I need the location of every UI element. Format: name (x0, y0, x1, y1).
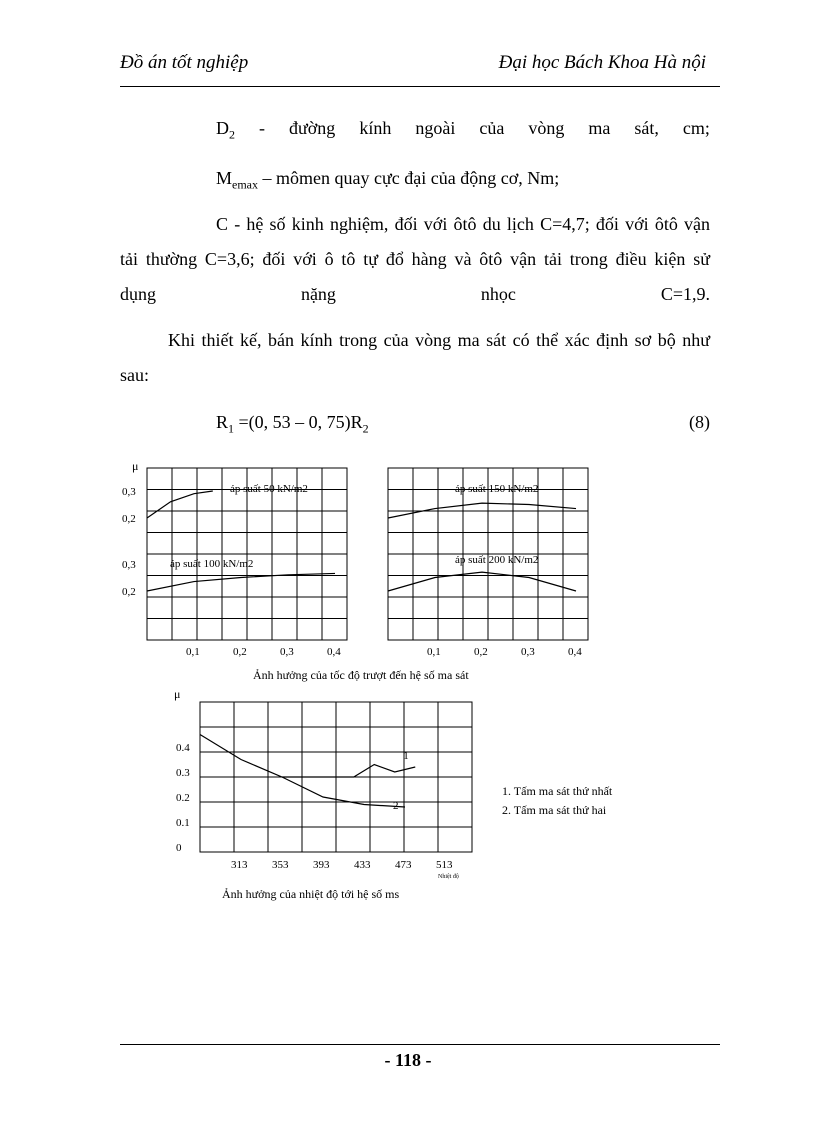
d2-word: ngoài (415, 118, 456, 138)
pressure-label: áp suất 200 kN/m2 (455, 554, 539, 566)
d2-line (216, 118, 710, 143)
y-tick-label: 0.1 (176, 817, 190, 829)
x-tick-label: 0,1 (427, 646, 441, 658)
y-tick-label: 0,3 (122, 559, 136, 571)
x-tick-label: 0,4 (327, 646, 341, 658)
y-tick-label: 0.3 (176, 767, 190, 779)
d2-word: vòng (528, 118, 565, 138)
page-number: - 118 - (384, 1050, 432, 1070)
friction-temperature-chart (160, 680, 490, 885)
x-tick-label: 0,1 (186, 646, 200, 658)
d2-symbol: $D_2$ (216, 118, 235, 142)
d2-word: của (479, 118, 505, 138)
x-tick-label: 0,3 (521, 646, 535, 658)
mu-axis-label: μ (174, 687, 181, 701)
y-tick-label: 0,2 (122, 513, 136, 525)
pressure-label: áp suất 50 kN/m2 (230, 483, 308, 495)
x-tick-label: 473 (395, 859, 412, 871)
d2-word: cm; (682, 118, 710, 138)
x-tick-label: 0,2 (233, 646, 247, 658)
formula: $R_1 =(0$, 53 – 0, $75)R_2$ (216, 412, 369, 436)
y-tick-label: 0,3 (122, 486, 136, 498)
d2-word: sát, (634, 118, 659, 138)
x-tick-label: 393 (313, 859, 330, 871)
header-left: Đồ án tốt nghiệp (120, 52, 249, 73)
y-tick-label: 0 (176, 842, 182, 854)
friction-curve (147, 573, 335, 591)
c-line-3: dụng nặng nhọc C=1,9. (120, 284, 710, 304)
c-line-1: C - hệ số kinh nghiệm, đối với ôtô du lịch C=4,7; đối với ôtô vận (216, 214, 710, 234)
x-tick-label: 433 (354, 859, 371, 871)
x-tick-label: 0,4 (568, 646, 582, 658)
temperature-curve-1 (200, 735, 415, 778)
mu-axis-label: μ (132, 459, 139, 473)
y-tick-label: 0.2 (176, 792, 190, 804)
x-tick-label: 0,3 (280, 646, 294, 658)
d2-word: ma (588, 118, 611, 138)
d2-word: - (259, 118, 266, 138)
x-tick-label: 0,2 (474, 646, 488, 658)
friction-speed-chart (110, 455, 620, 660)
header-rule (120, 86, 720, 87)
pressure-label: áp suất 150 kN/m2 (455, 483, 539, 495)
chart1-caption: Ảnh hưởng của tốc độ trượt đến hệ số ma sát (253, 668, 469, 682)
x-tick-label: 313 (231, 859, 248, 871)
formula-number: (8) (689, 412, 710, 432)
legend-item-2: 2. Tấm ma sát thứ hai (502, 803, 607, 817)
d2-word: đường (289, 118, 336, 138)
memax-line: $M_{emax}$ – mômen quay cực đại của động cơ, Nm; (216, 168, 560, 192)
friction-curve (388, 572, 576, 591)
friction-temperature-svg (160, 680, 490, 885)
x-axis-label: Nhiệt độ (438, 874, 459, 880)
y-tick-label: 0,2 (122, 586, 136, 598)
legend-item-1: 1. Tấm ma sát thứ nhất (502, 784, 613, 798)
footer-rule (120, 1044, 720, 1045)
d2-word: kính (359, 118, 392, 138)
chart2-caption: Ảnh hưởng của nhiệt độ tới hệ số ms (222, 887, 400, 901)
series-label: 2 (393, 800, 399, 812)
x-tick-label: 513 (436, 859, 453, 871)
series-label: 1 (403, 750, 409, 762)
x-tick-label: 353 (272, 859, 289, 871)
khi-line-1: Khi thiết kế, bán kính trong của vòng ma sát có thể xác định sơ bộ như (168, 330, 710, 350)
khi-line-2: sau: (120, 365, 149, 385)
header-right: Đại học Bách Khoa Hà nội (498, 52, 706, 73)
friction-curve (147, 491, 213, 518)
c-line-2: tải thường C=3,6; đối với ô tô tự đổ hàng và ôtô vận tải trong điều kiện sử (120, 249, 710, 269)
pressure-label: áp suất 100 kN/m2 (170, 558, 254, 570)
y-tick-label: 0.4 (176, 742, 190, 754)
friction-speed-svg (110, 455, 620, 660)
